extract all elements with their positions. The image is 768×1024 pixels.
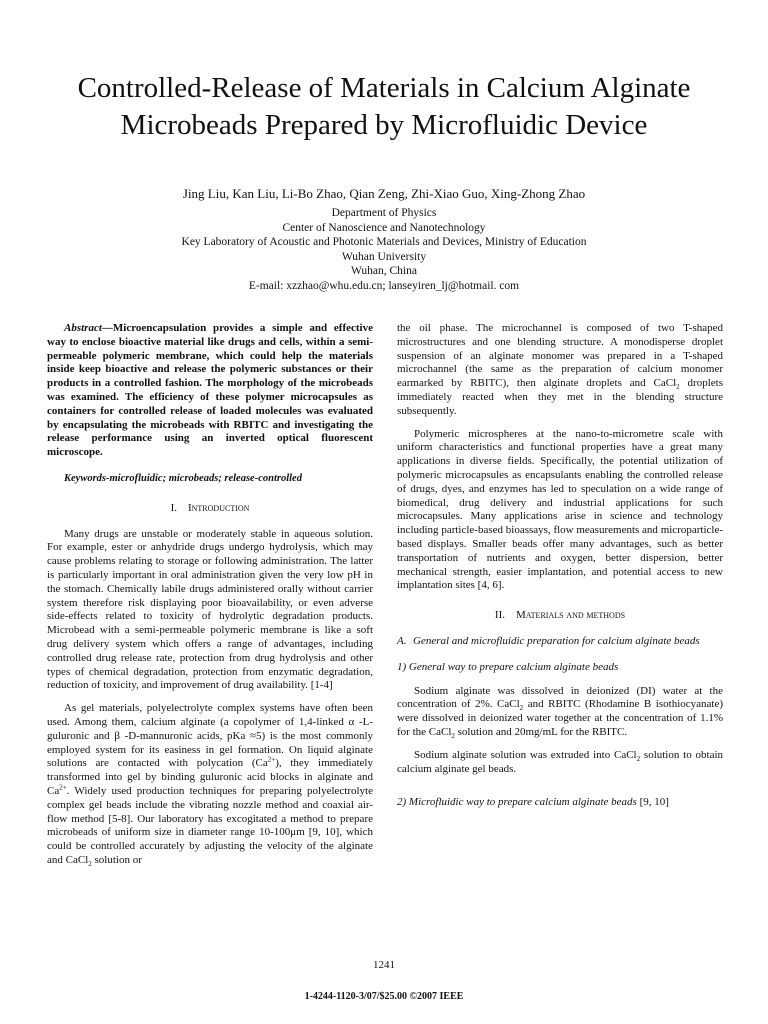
section-heading-materials-methods	[397, 609, 723, 623]
subsubsection-1-heading: 1) General way to prepare calcium alginate beads	[397, 660, 619, 673]
intro-paragraph-1: Many drugs are unstable or moderately stable in aqueous solution. For example, ester or anhydride drugs undergo hydrolysis, which may cause problems relating to storage or following administration. The latter is particularly important in oral administration given the very low pH in the stomach. Chemically labile drugs administered orally without carrier system therefore risk displaying poor bioavailability, or even adverse side-effects related to toxicity of hydrolytic degradation products. Microbead with a semi-permeable polymeric membrane is like a soft drug delivery system which offers a range of advantages, including controlled drug release rate, protection from drug hydrolysis and other types of chemical degradation, protection from enzymatic degradation, reduction of toxicity, and improvement of drug availability. [1-4]	[47, 527, 373, 692]
superscript: 2+	[59, 783, 67, 792]
superscript: 2+	[267, 755, 276, 764]
email-line: E-mail: xzzhao@whu.edu.cn; lanseyiren_lj@hotmail. com	[248, 279, 520, 292]
left-column	[47, 322, 373, 868]
subscript: 2	[676, 383, 680, 392]
subsubsection-2-heading	[397, 796, 723, 810]
section-heading-introduction	[47, 502, 373, 516]
text-run: droplets immediately reacted when they met in the blending structure subsequently.	[397, 377, 723, 417]
copyright-footer: 1-4244-1120-3/07/$25.00 ©2007 IEEE	[304, 991, 464, 1002]
text-run: . Widely used production techniques for preparing polyelectrolyte complex gel beads include the vibrating nozzle method and coaxial air-flow method [5-8]. Our laboratory has excogitated a method to prepare microbeads of uniform size in diameter range 10-100μm [9, 10], which could be controlled accurately by adjusting the velocity of the alginate and CaCl	[47, 784, 373, 866]
page-number: 1241	[373, 959, 395, 971]
microspheres-paragraph: Polymeric microspheres at the nano-to-micrometre scale with uniform characteristics and functional properties have a great many applications in diverse fields. Specifically, the potential utilization of polymeric microcapsules as encapsulants enabling the controlled release of drugs, dyes, and enzymes has led to speculation on a wide range of biomedical, drug delivery and industrial applications for such microcapsules. Many applications arise in science and technology including particle-based bioassays, flow measurements and microparticle-based displays. Smaller beads offer many advantages, such as better transportation of nutrients and oxygen, better dispersion, better mechanical strength, easier implantation, and potential access to new implantation sites [4, 6].	[397, 427, 723, 592]
paper-title	[30, 70, 738, 144]
subscript: 2	[88, 860, 92, 869]
text-run: Sodium alginate was dissolved in deionized (DI) water at the concentration of 2%. CaCl	[397, 684, 723, 711]
affiliation-line: Department of Physics	[331, 207, 437, 219]
section-number: I.	[170, 501, 177, 514]
subsection-title: 2) Microfluidic way to prepare calcium alginate beads	[397, 796, 637, 809]
text-run: solution or	[91, 853, 142, 866]
section-title: Materials and methods	[516, 609, 626, 622]
abstract-text: Microencapsulation provides a simple and effective way to enclose bioactive material like drugs and cells, within a semi-permeable polymeric membrane, which could help the materials inside keep bioactive and release the polymeric substances or their products in a controlled fashion. The morphology of the microbeads was examined. The efficiency of these polymer microcapsules as containers for controlled release of loaded molecules was evaluated by encapsulating the microbeads with RBITC and investigating the release performance using an inverted optical fluorescent microscope.	[47, 322, 373, 459]
author-list: Jing Liu, Kan Liu, Li-Bo Zhao, Qian Zeng, Zhi-Xiao Guo, Xing-Zhong Zhao	[182, 186, 586, 201]
subsection-a-heading	[397, 635, 723, 649]
subscript: 2	[451, 732, 455, 741]
affiliation-line: Key Laboratory of Acoustic and Photonic Materials and Devices, Ministry of Education	[181, 236, 587, 249]
citation: [9, 10]	[636, 796, 669, 809]
abstract-dash: —	[101, 322, 113, 334]
title-line-1: Controlled-Release of Materials in Calcium Alginate	[77, 72, 691, 104]
section-number: II.	[494, 609, 505, 622]
affiliation-line: Wuhan, China	[351, 265, 417, 278]
text-run: the oil phase. The microchannel is composed of two T-shaped microstructures and one blending structure. A monodisperse droplet suspension of an alginate monomer was prepared in a T-shaped microchannel (the same as the preparation of calcium monomer earmarked by RBITC), then alginate droplets and CaCl	[397, 322, 723, 390]
subscript: 2	[636, 754, 641, 763]
affiliation-block	[30, 206, 738, 294]
text-run: As gel materials, polyelectrolyte complex systems have often been used. Among them, calcium alginate (a copolymer of 1,4-linked α -L-guluronic and β -D-mannuronic acids, pKa ≈5) is the most commonly employed system for its easiness in gel formation. On liquid alginate solutions are contacted with polycation (Ca	[47, 702, 373, 770]
text-run: Sodium alginate solution was extruded into CaCl	[414, 748, 637, 761]
abstract	[47, 322, 373, 460]
methods-paragraph-2	[397, 749, 723, 777]
abstract-label: Abstract	[64, 322, 102, 334]
microchannel-paragraph	[397, 322, 723, 419]
text-run: solution to obtain calcium alginate gel beads.	[397, 748, 724, 775]
subscript: 2	[519, 704, 524, 713]
right-column	[397, 322, 723, 820]
subsection-label: A.	[397, 634, 407, 647]
text-run: ), they immediately transformed into gel by binding guluronic acid blocks in alginate and Ca	[47, 757, 373, 797]
text-run: and RBITC (Rhodamine B isothiocyanate) were dissolved in deionized water together at the concentration of 1.1% for the CaCl	[397, 698, 723, 738]
methods-paragraph-1	[397, 685, 723, 740]
text-run: solution and 20mg/mL for the RBITC.	[454, 725, 628, 738]
intro-paragraph-2	[47, 702, 373, 868]
affiliation-line: Center of Nanoscience and Nanotechnology	[282, 221, 486, 234]
section-title: Introduction	[187, 501, 250, 514]
title-line-2: Microbeads Prepared by Microfluidic Device	[120, 109, 648, 141]
subsection-title: General and microfluidic preparation for calcium alginate beads	[413, 634, 700, 647]
affiliation-line: Wuhan University	[341, 250, 427, 263]
keywords: Keywords-microfluidic; microbeads; release-controlled	[64, 472, 302, 484]
